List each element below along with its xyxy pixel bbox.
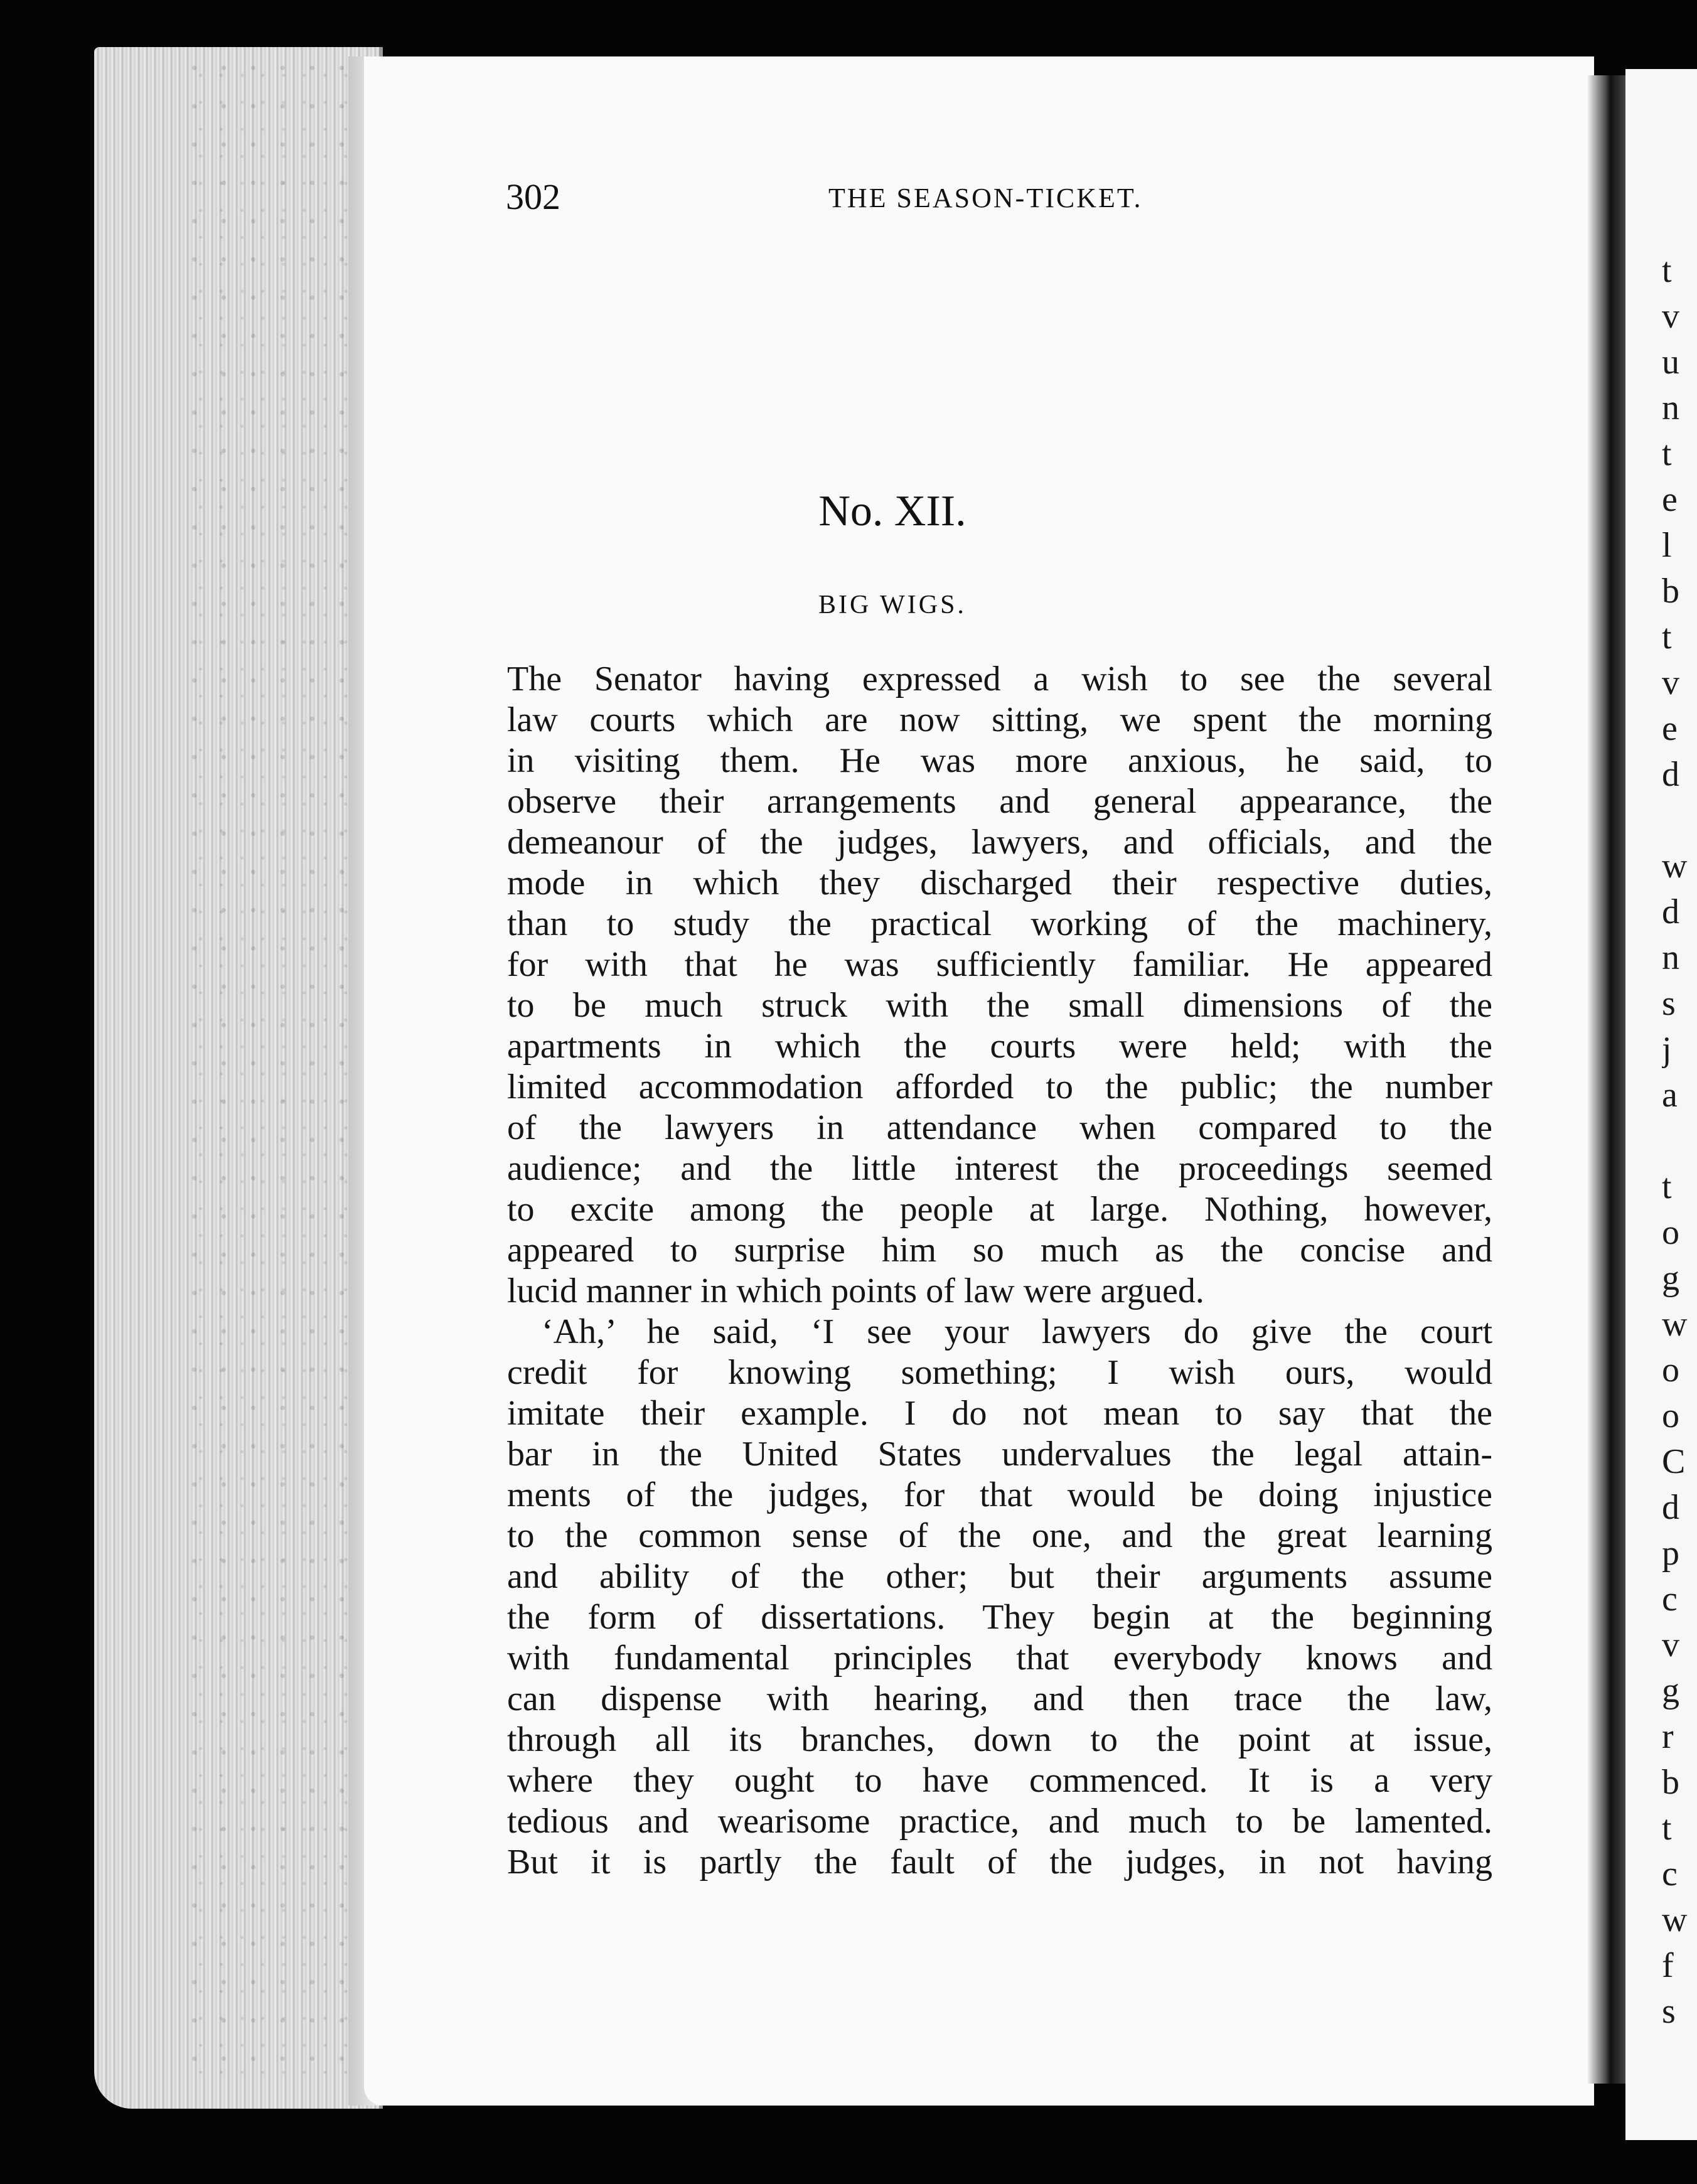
body-line: bar in the United States undervalues the legal attain- xyxy=(507,1435,1492,1474)
body-line: demeanour of the judges, lawyers, and officials, and the xyxy=(507,823,1492,862)
body-line: mode in which they discharged their respective duties, xyxy=(507,864,1492,902)
body-line: the form of dissertations. They begin at the beginning xyxy=(507,1598,1492,1637)
body-line: apartments in which the courts were held; with the xyxy=(507,1027,1492,1066)
body-line: where they ought to have commenced. It is a very xyxy=(507,1761,1492,1800)
running-title: THE SEASON-TICKET. xyxy=(828,183,1143,213)
body-line: to excite among the people at large. Nothing, however, xyxy=(507,1190,1492,1229)
body-line: through all its branches, down to the point at issue, xyxy=(507,1720,1492,1759)
chapter-title: BIG WIGS. xyxy=(818,591,966,619)
body-line: lucid manner in which points of law were argued. xyxy=(507,1271,1204,1310)
book-gutter xyxy=(1588,75,1625,2084)
body-line: and ability of the other; but their arguments assume xyxy=(507,1557,1492,1596)
body-line: appeared to surprise him so much as the concise and xyxy=(507,1231,1492,1270)
body-line: of the lawyers in attendance when compared to the xyxy=(507,1108,1492,1147)
body-line: tedious and wearisome practice, and much to be lamented. xyxy=(507,1802,1492,1841)
body-line: audience; and the little interest the proceedings seemed xyxy=(507,1149,1492,1188)
body-line: to be much struck with the small dimensions of the xyxy=(507,986,1492,1025)
chapter-number: No. XII. xyxy=(818,487,966,535)
body-line: with fundamental principles that everybody knows and xyxy=(507,1639,1492,1678)
body-line: can dispense with hearing, and then trace the law, xyxy=(507,1679,1492,1718)
body-line: in visiting them. He was more anxious, he said, to xyxy=(507,741,1492,780)
body-line: imitate their example. I do not mean to say that the xyxy=(507,1394,1492,1433)
body-line: But it is partly the fault of the judges, in not having xyxy=(507,1843,1492,1882)
body-line: observe their arrangements and general appearance, the xyxy=(507,782,1492,821)
body-line: The Senator having expressed a wish to see the several xyxy=(507,660,1492,699)
body-line: limited accommodation afforded to the public; the number xyxy=(507,1068,1492,1106)
body-line: credit for knowing something; I wish ours, would xyxy=(507,1353,1492,1392)
body-line: law courts which are now sitting, we spent the morning xyxy=(507,700,1492,739)
body-line: for with that he was sufficiently familiar. He appeared xyxy=(507,945,1492,984)
body-text xyxy=(507,659,1492,1883)
body-line: ‘Ah,’ he said, ‘I see your lawyers do give the court xyxy=(542,1312,1492,1351)
facing-page-text-fragments: t v u n t e l b t v e d w d n s j a t o g w o o C d p c v g r b t c w f s xyxy=(1662,251,1688,2031)
body-line: than to study the practical working of the machinery, xyxy=(507,904,1492,943)
body-line: to the common sense of the one, and the great learning xyxy=(507,1516,1492,1555)
page-number: 302 xyxy=(506,176,560,217)
body-line: ments of the judges, for that would be doing injustice xyxy=(507,1475,1492,1514)
